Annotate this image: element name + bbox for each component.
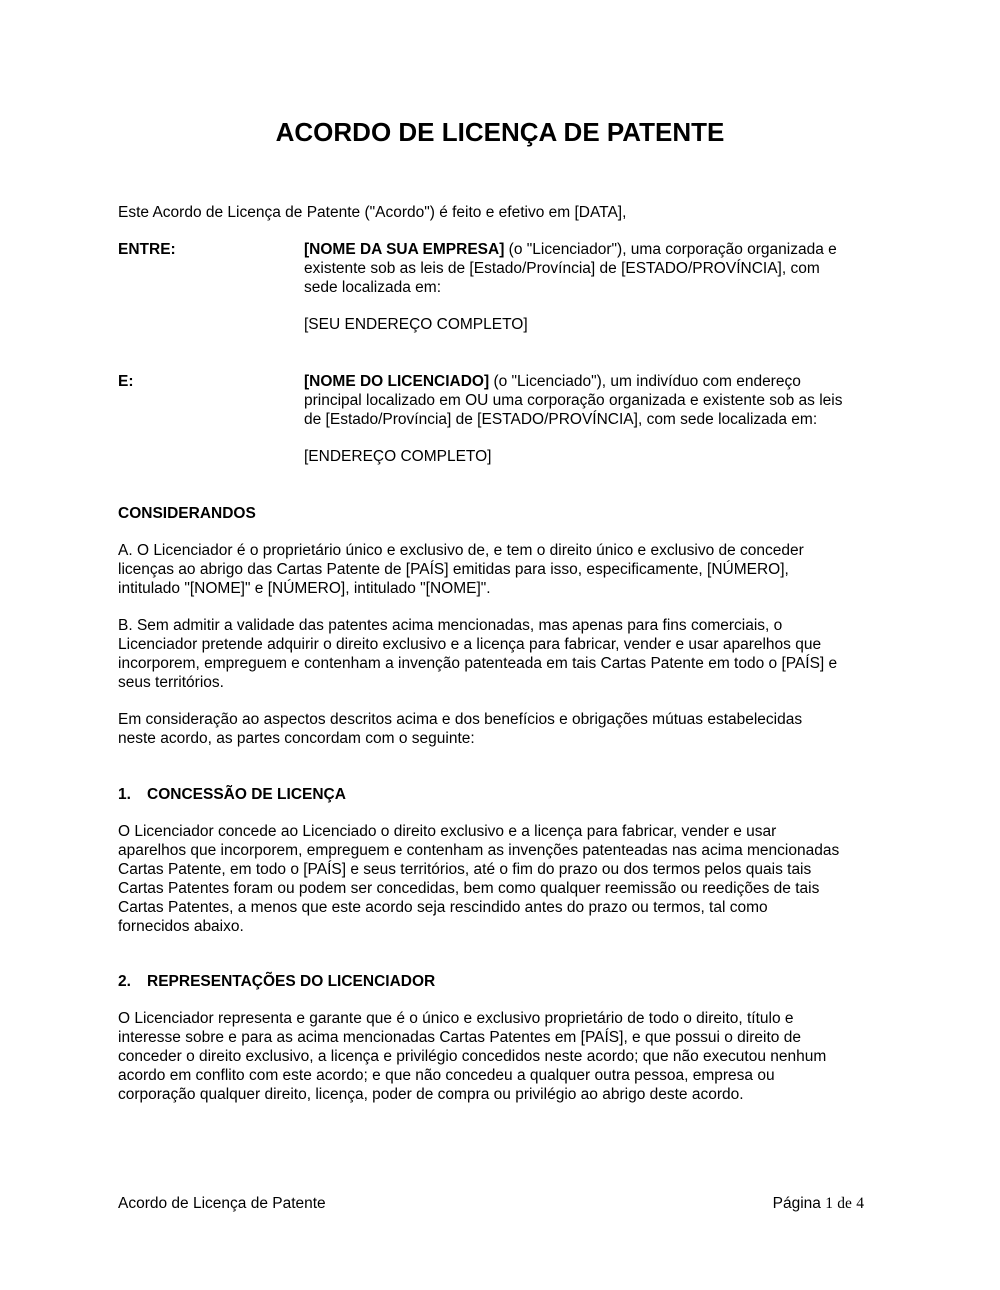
- section-heading: REPRESENTAÇÕES DO LICENCIADOR: [147, 973, 436, 990]
- recital-b: [118, 616, 837, 692]
- section-heading: CONCESSÃO DE LICENÇA: [147, 786, 346, 803]
- recitals-heading: CONSIDERANDOS: [118, 505, 256, 522]
- document-title: ACORDO DE LICENÇA DE PATENTE: [275, 117, 725, 147]
- text-line: Em consideração ao aspectos descritos acima e dos benefícios e obrigações mútuas estabelecidas: [118, 711, 803, 728]
- text-line: seus territórios.: [118, 674, 224, 691]
- party-text: existente sob as leis de [Estado/Província] de [ESTADO/PROVÍNCIA], com: [304, 260, 820, 277]
- text-line: O Licenciador concede ao Licenciado o direito exclusivo e a licença para fabricar, vender e usar: [118, 823, 777, 840]
- party-name: [NOME DA SUA EMPRESA]: [304, 241, 505, 258]
- party-label: ENTRE:: [118, 241, 176, 258]
- text-line: Cartas Patentes foram ou podem ser concedidas, bem como qualquer reemissão ou reedições de tais: [118, 880, 820, 897]
- footer-document-title: Acordo de Licença de Patente: [118, 1195, 326, 1212]
- section-body: [118, 822, 839, 936]
- text-line: Cartas Patente, em todo o [PAÍS] e seus territórios, até o fim do prazo ou dos termos pelos quais tais: [118, 861, 812, 878]
- text-line: Licenciador pretende adquirir o direito exclusivo e a licença para fabricar, vender e usar aparelhos que: [118, 636, 822, 653]
- footer-page-indicator: [773, 1194, 864, 1213]
- text-line: incorporem, empreguem e contenham a invenção patenteada em tais Cartas Patente em todo o [PAÍS] e: [118, 655, 838, 672]
- text-line: corporação qualquer direito, licença, poder de compra ou privilégio ao abrigo deste acordo.: [118, 1086, 744, 1103]
- text-line: conceder o direito exclusivo, a licença e privilégio concedidos neste acordo; que não executou nenhum: [118, 1048, 827, 1065]
- page-label: Página: [772, 1195, 821, 1212]
- text-line: interesse sobre e para as acima mencionadas Cartas Patentes em [PAÍS], e que possui o direito de: [118, 1029, 801, 1046]
- page-total: 4: [856, 1195, 864, 1212]
- text-line: neste acordo, as partes concordam com o seguinte:: [118, 730, 475, 747]
- party-address: [ENDEREÇO COMPLETO]: [304, 448, 492, 465]
- party-description: [304, 372, 842, 429]
- party-text: de [Estado/Província] de [ESTADO/PROVÍNCIA], com sede localizada em:: [304, 411, 818, 428]
- party-text: (o "Licenciado"), um indivíduo com endereço: [489, 373, 801, 390]
- intro-paragraph: Este Acordo de Licença de Patente ("Acordo") é feito e efetivo em [DATA],: [118, 204, 627, 221]
- consideration-paragraph: [118, 710, 802, 748]
- text-line: B. Sem admitir a validade das patentes acima mencionadas, mas apenas para fins comerciais, o: [118, 617, 783, 634]
- text-line: aparelhos que incorporem, empreguem e contenham as invenções patenteadas nas acima mencionadas: [118, 842, 840, 859]
- party-name: [NOME DO LICENCIADO]: [304, 373, 490, 390]
- text-line: acordo em conflito com este acordo; e que não concedeu a qualquer outra pessoa, empresa ou: [118, 1067, 775, 1084]
- text-line: intitulado "[NOME]" e [NÚMERO], intitulado "[NOME]".: [118, 580, 491, 597]
- party-label: E:: [118, 373, 134, 390]
- section-number: 1.: [118, 786, 131, 803]
- page-number: 1: [825, 1195, 833, 1212]
- party-address: [SEU ENDEREÇO COMPLETO]: [304, 316, 528, 333]
- recital-a: [118, 541, 804, 598]
- text-line: fornecidos abaixo.: [118, 918, 244, 935]
- party-text: sede localizada em:: [304, 279, 441, 296]
- text-line: A. O Licenciador é o proprietário único e exclusivo de, e tem o direito único e exclusivo de conceder: [118, 542, 804, 559]
- section-body: [118, 1009, 826, 1104]
- of-label: de: [837, 1195, 852, 1212]
- section-number: 2.: [118, 973, 131, 990]
- text-line: Cartas Patentes, a menos que este acordo seja rescindido antes do prazo ou termos, tal como: [118, 899, 768, 916]
- text-line: O Licenciador representa e garante que é o único e exclusivo proprietário de todo o direito, título e: [118, 1010, 794, 1027]
- party-text: (o "Licenciador"), uma corporação organizada e: [504, 241, 837, 258]
- party-description: [304, 240, 837, 297]
- party-text: principal localizado em OU uma corporação organizada e existente sob as leis: [304, 392, 843, 409]
- text-line: licenças ao abrigo das Cartas Patente de [PAÍS] emitidas para isso, especificamente, [NÚMERO],: [118, 561, 789, 578]
